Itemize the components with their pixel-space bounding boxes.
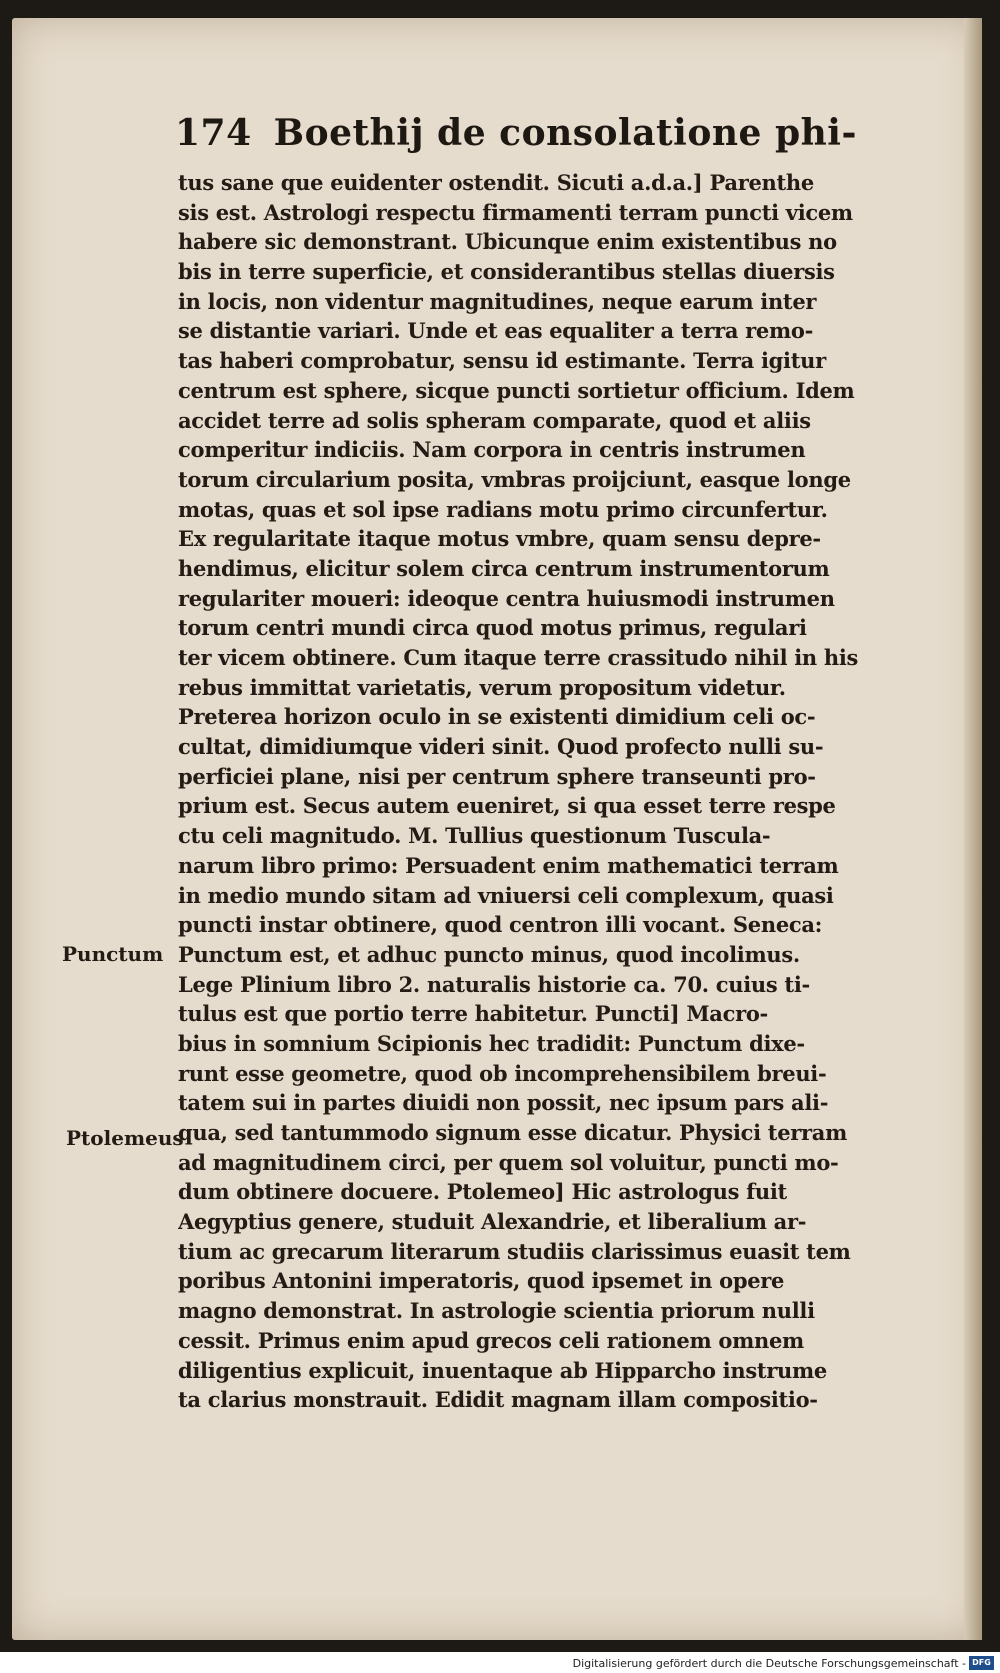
running-title: Boethij de consolatione phi- — [273, 112, 857, 154]
text-line: in medio mundo sitam ad vniuersi celi complexum, quasi — [178, 882, 834, 908]
text-line: ctu celi magnitudo. M. Tullius questionum Tuscula- — [178, 823, 771, 849]
text-line: tium ac grecarum literarum studiis clarissimus euasit tem — [178, 1238, 851, 1264]
text-line: ad magnitudinem circi, per quem sol voluitur, puncti mo- — [178, 1149, 839, 1175]
text-line: perficiei plane, nisi per centrum sphere transeunti pro- — [178, 763, 816, 789]
text-line: habere sic demonstrant. Ubicunque enim existentibus no — [178, 229, 837, 255]
text-line: ta clarius monstrauit. Edidit magnam illam compositio- — [178, 1387, 818, 1413]
text-line: bis in terre superficie, et considerantibus stellas diuersis — [178, 259, 835, 285]
text-line: dum obtinere docuere. Ptolemeo] Hic astrologus fuit — [178, 1179, 787, 1205]
text-line: in locis, non videntur magnitudines, neque earum inter — [178, 288, 817, 314]
text-line: ter vicem obtinere. Cum itaque terre crassitudo nihil in his — [178, 645, 859, 670]
text-line: comperitur indiciis. Nam corpora in centris instrumen — [178, 437, 806, 463]
text-line: diligentius explicuit, inuentaque ab Hipparcho instrume — [178, 1357, 827, 1383]
text-line: rebus immittat varietatis, verum propositum videtur. — [178, 674, 786, 700]
text-line: se distantie variari. Unde et eas equaliter a terra remo- — [178, 318, 814, 344]
text-line: Lege Plinium libro 2. naturalis historie ca. 70. cuius ti- — [178, 971, 810, 997]
page-number: 174 — [175, 112, 252, 154]
text-line: Aegyptius genere, studuit Alexandrie, et liberalium ar- — [178, 1209, 807, 1235]
text-line: Preterea horizon oculo in se existenti dimidium celi oc- — [178, 704, 816, 730]
marginal-note-ptolemeus: Ptolemeus — [66, 1126, 184, 1150]
dfg-logo: DFG — [969, 1656, 994, 1670]
text-line: cultat, dimidiumque videri sinit. Quod profecto nulli su- — [178, 734, 824, 760]
text-line: torum circularium posita, vmbras proijciunt, easque longe — [178, 466, 851, 492]
text-line: prium est. Secus autem eueniret, si qua esset terre respe — [178, 793, 836, 819]
text-line: tus sane que euidenter ostendit. Sicuti a.d.a.] Parenthe — [178, 170, 814, 195]
text-line: narum libro primo: Persuadent enim mathematici terram — [178, 852, 839, 878]
text-line: Ex regularitate itaque motus vmbre, quam sensu depre- — [178, 526, 821, 552]
text-line: runt esse geometre, quod ob incomprehensibilem breui- — [178, 1060, 827, 1086]
text-line: Punctum est, et adhuc puncto minus, quod incolimus. — [178, 941, 800, 967]
text-line: hendimus, elicitur solem circa centrum instrumentorum — [178, 555, 830, 581]
page-edge — [964, 18, 982, 1640]
text-line: torum centri mundi circa quod motus primus, regulari — [178, 615, 807, 641]
text-line: poribus Antonini imperatoris, quod ipsemet in opere — [178, 1268, 785, 1294]
text-line: magno demonstrat. In astrologie scientia priorum nulli — [178, 1298, 815, 1324]
text-line: sis est. Astrologi respectu firmamenti terram puncti vicem — [178, 199, 853, 225]
marginal-note-punctum: Punctum — [62, 942, 164, 966]
footer-bar — [0, 1652, 1000, 1673]
text-line: regulariter moueri: ideoque centra huiusmodi instrumen — [178, 585, 835, 611]
text-line: puncti instar obtinere, quod centron illi vocant. Seneca: — [178, 912, 823, 938]
text-line: cessit. Primus enim apud grecos celi rationem omnem — [178, 1327, 804, 1353]
text-line: motas, quas et sol ipse radians motu primo circunfertur. — [178, 496, 828, 522]
text-line: accidet terre ad solis spheram comparate, quod et aliis — [178, 407, 811, 433]
text-line: tas haberi comprobatur, sensu id estimante. Terra igitur — [178, 348, 826, 374]
text-line: qua, sed tantummodo signum esse dicatur. Physici terram — [178, 1120, 848, 1145]
text-line: centrum est sphere, sicque puncti sortietur officium. Idem — [178, 377, 855, 403]
text-line: bius in somnium Scipionis hec tradidit: Punctum dixe- — [178, 1030, 805, 1056]
funding-credit: Digitalisierung gefördert durch die Deutsche Forschungsgemeinschaft - — [572, 1657, 966, 1670]
running-head — [175, 112, 857, 154]
text-line: tulus est que portio terre habitetur. Puncti] Macro- — [178, 1001, 768, 1027]
body-text — [178, 168, 898, 1415]
text-line: tatem sui in partes diuidi non possit, nec ipsum pars ali- — [178, 1090, 829, 1116]
